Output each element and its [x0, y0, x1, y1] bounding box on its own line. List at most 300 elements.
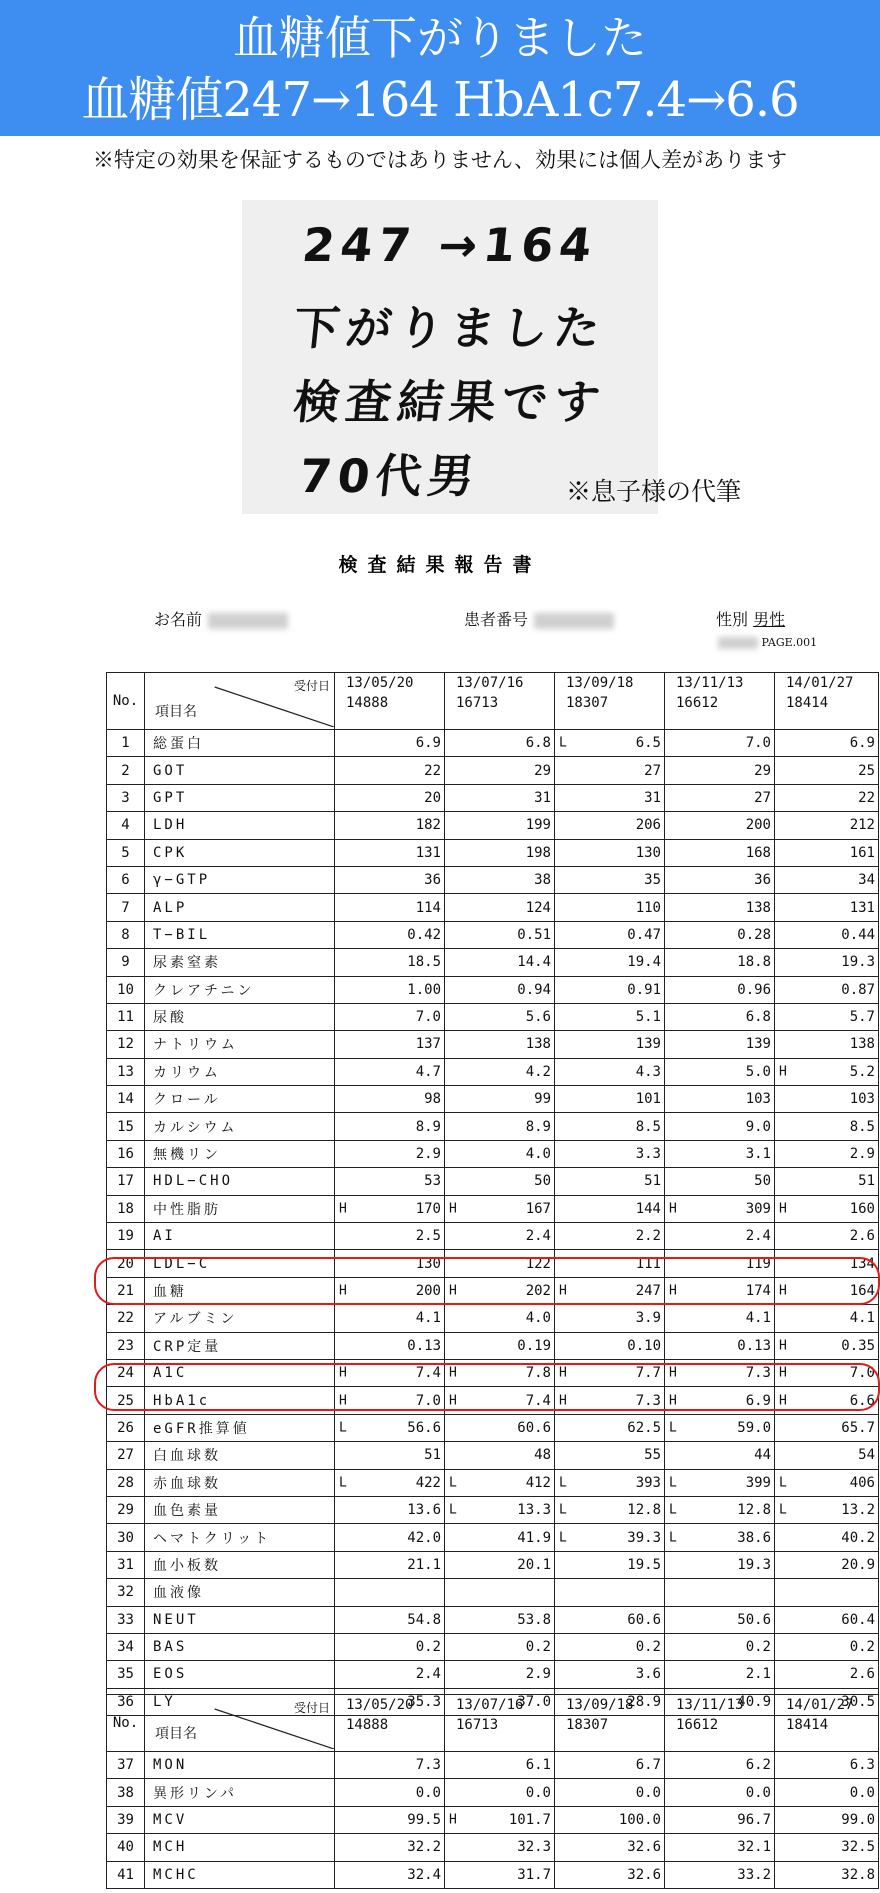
- table-row: [107, 1086, 879, 1113]
- result-flag: H: [779, 1283, 787, 1299]
- result-value: 5.7: [849, 1009, 875, 1026]
- result-value: 32.1: [737, 1839, 771, 1856]
- date: 13/05/20: [346, 675, 414, 691]
- result-cell: [335, 1551, 445, 1578]
- table-row: [107, 1113, 879, 1140]
- result-cell: [335, 1524, 445, 1551]
- result-cell: [665, 1113, 775, 1140]
- row-number: 37: [107, 1752, 145, 1779]
- result-flag: L: [339, 1420, 347, 1436]
- test-name: GOT: [145, 757, 335, 784]
- result-cell: [665, 1086, 775, 1113]
- result-cell: [335, 1140, 445, 1167]
- result-value: 2.6: [849, 1666, 875, 1683]
- result-value: 0.96: [737, 981, 771, 998]
- table-row: [107, 976, 879, 1003]
- result-value: 54: [858, 1447, 875, 1464]
- test-name: MCV: [145, 1806, 335, 1833]
- result-flag: H: [669, 1393, 677, 1409]
- result-value: 6.9: [849, 735, 875, 752]
- test-name: 赤血球数: [145, 1469, 335, 1496]
- lab-results-table-1: [106, 672, 879, 1716]
- result-value: 25: [858, 762, 875, 779]
- row-number: 9: [107, 949, 145, 976]
- result-cell: [445, 784, 555, 811]
- result-cell: [775, 949, 879, 976]
- result-cell: [555, 1113, 665, 1140]
- result-flag: H: [449, 1283, 457, 1299]
- result-cell: [775, 1551, 879, 1578]
- result-cell: [665, 1223, 775, 1250]
- result-value: 2.4: [415, 1666, 441, 1683]
- result-value: 14.4: [517, 954, 551, 971]
- proxy-note: ※息子様の代筆: [566, 477, 742, 506]
- result-cell: [555, 1414, 665, 1441]
- result-cell: [555, 1496, 665, 1523]
- result-value: 0.19: [517, 1337, 551, 1354]
- result-value: 32.6: [627, 1839, 661, 1856]
- result-value: 1.00: [407, 981, 441, 998]
- result-cell: [335, 949, 445, 976]
- result-value: 38.6: [737, 1529, 771, 1546]
- result-cell: [555, 1861, 665, 1888]
- test-name: MCH: [145, 1834, 335, 1861]
- result-value: 41.9: [517, 1529, 551, 1546]
- result-value: 2.1: [745, 1666, 771, 1683]
- test-name: ヘマトクリット: [145, 1524, 335, 1551]
- table-row: [107, 1524, 879, 1551]
- result-cell: [445, 1003, 555, 1030]
- result-value: 53.8: [517, 1611, 551, 1628]
- result-value: 200: [745, 817, 771, 834]
- result-flag: L: [339, 1475, 347, 1491]
- result-flag: H: [779, 1393, 787, 1409]
- table-row: [107, 894, 879, 921]
- result-value: 138: [849, 1036, 875, 1053]
- table-row: [107, 1779, 879, 1806]
- result-cell: [775, 1195, 879, 1222]
- test-name: 尿酸: [145, 1003, 335, 1030]
- result-cell: [775, 1579, 879, 1606]
- result-cell: [775, 1496, 879, 1523]
- result-cell: [555, 1661, 665, 1688]
- table-row: [107, 1305, 879, 1332]
- headline-banner: [0, 0, 880, 136]
- result-flag: H: [669, 1283, 677, 1299]
- result-cell: [555, 1633, 665, 1660]
- result-value: 131: [415, 844, 441, 861]
- result-flag: H: [449, 1201, 457, 1217]
- result-flag: L: [779, 1502, 787, 1518]
- table-row: [107, 1223, 879, 1250]
- result-cell: [335, 1752, 445, 1779]
- result-cell: [445, 1496, 555, 1523]
- table-row: [107, 1806, 879, 1833]
- result-cell: [555, 1752, 665, 1779]
- result-cell: [335, 976, 445, 1003]
- result-value: 60.6: [517, 1419, 551, 1436]
- result-cell: [445, 1332, 555, 1359]
- page-number: [712, 636, 817, 649]
- result-value: 4.0: [525, 1310, 551, 1327]
- date-header: [335, 673, 445, 730]
- row-number: 26: [107, 1414, 145, 1441]
- date-header: [775, 673, 879, 730]
- result-flag: H: [669, 1365, 677, 1381]
- result-cell: [665, 1834, 775, 1861]
- headline-line-1: 血糖値下がりました: [233, 11, 647, 65]
- result-value: 8.5: [849, 1118, 875, 1135]
- result-value: 32.6: [627, 1866, 661, 1883]
- table-row: [107, 1861, 879, 1888]
- result-cell: [555, 757, 665, 784]
- result-value: 59.0: [737, 1419, 771, 1436]
- test-name: 尿素窒素: [145, 949, 335, 976]
- test-name: GPT: [145, 784, 335, 811]
- receipt-id: 14888: [346, 1717, 389, 1733]
- result-value: 0.2: [525, 1639, 551, 1656]
- result-cell: [445, 866, 555, 893]
- result-value: 0.0: [525, 1784, 551, 1801]
- result-value: 7.0: [745, 735, 771, 752]
- result-cell: [665, 1633, 775, 1660]
- result-cell: [445, 894, 555, 921]
- result-value: 7.3: [745, 1365, 771, 1382]
- result-value: 32.5: [841, 1839, 875, 1856]
- result-cell: [335, 839, 445, 866]
- result-cell: [555, 812, 665, 839]
- result-value: 2.9: [415, 1146, 441, 1163]
- result-value: 29: [534, 762, 551, 779]
- result-cell: [445, 949, 555, 976]
- result-flag: H: [339, 1393, 347, 1409]
- result-value: 4.1: [745, 1310, 771, 1327]
- row-number: 33: [107, 1606, 145, 1633]
- result-flag: L: [559, 1502, 567, 1518]
- result-value: 0.94: [517, 981, 551, 998]
- receipt-id: 16612: [676, 1717, 719, 1733]
- table-row: [107, 1469, 879, 1496]
- row-number: 7: [107, 894, 145, 921]
- result-value: 131: [849, 899, 875, 916]
- test-name: A1C: [145, 1359, 335, 1386]
- result-value: 101.7: [508, 1811, 551, 1828]
- result-value: 200: [415, 1283, 441, 1299]
- date-header: [555, 673, 665, 730]
- result-cell: [555, 894, 665, 921]
- result-value: 110: [635, 899, 661, 916]
- result-value: 4.1: [849, 1310, 875, 1327]
- result-value: 6.8: [745, 1009, 771, 1026]
- table-row: [107, 921, 879, 948]
- result-value: 5.1: [635, 1009, 661, 1026]
- receipt-id: 16713: [456, 1717, 499, 1733]
- result-value: 0.91: [627, 981, 661, 998]
- row-number: 14: [107, 1086, 145, 1113]
- note-line: 70代男: [296, 449, 483, 503]
- test-name: カリウム: [145, 1058, 335, 1085]
- result-cell: [665, 784, 775, 811]
- result-cell: [555, 1195, 665, 1222]
- date-header: [665, 1695, 775, 1752]
- result-cell: [445, 1469, 555, 1496]
- result-cell: [775, 1414, 879, 1441]
- result-cell: [555, 949, 665, 976]
- result-value: 20.9: [841, 1556, 875, 1573]
- result-cell: [335, 1195, 445, 1222]
- result-cell: [665, 1058, 775, 1085]
- result-cell: [775, 1633, 879, 1660]
- result-flag: H: [779, 1338, 787, 1354]
- table-header-row: [107, 1695, 879, 1752]
- result-cell: [335, 921, 445, 948]
- result-cell: [665, 1551, 775, 1578]
- row-number: 10: [107, 976, 145, 1003]
- result-value: 54.8: [407, 1611, 441, 1628]
- result-cell: [445, 1140, 555, 1167]
- result-cell: [445, 1086, 555, 1113]
- test-name: 総蛋白: [145, 730, 335, 757]
- result-value: 2.6: [849, 1228, 875, 1245]
- date: 14/01/27: [786, 675, 854, 691]
- result-cell: [555, 784, 665, 811]
- sex-field: [716, 607, 785, 630]
- result-value: 0.44: [841, 926, 875, 943]
- result-cell: [775, 1305, 879, 1332]
- result-value: 98: [424, 1091, 441, 1108]
- result-value: 12.8: [627, 1502, 661, 1519]
- result-cell: [665, 1752, 775, 1779]
- result-cell: [775, 1806, 879, 1833]
- result-value: 7.0: [849, 1365, 875, 1382]
- result-flag: L: [669, 1530, 677, 1546]
- redacted-number: [534, 613, 614, 629]
- result-cell: [775, 866, 879, 893]
- result-value: 6.9: [415, 735, 441, 752]
- test-name: γ−GTP: [145, 866, 335, 893]
- result-cell: [555, 1223, 665, 1250]
- result-value: 7.8: [525, 1365, 551, 1382]
- test-name: HDL−CHO: [145, 1168, 335, 1195]
- test-name: LY: [145, 1688, 335, 1715]
- result-value: 31.7: [517, 1866, 551, 1883]
- result-value: 19.5: [627, 1556, 661, 1573]
- result-value: 0.35: [841, 1337, 875, 1354]
- test-name: ナトリウム: [145, 1031, 335, 1058]
- result-value: 101: [635, 1091, 661, 1108]
- headline-line-2: 血糖値247→164 HbA1c7.4→6.6: [81, 72, 799, 128]
- result-value: 50.6: [737, 1611, 771, 1628]
- received-label: 受付日: [293, 1701, 330, 1715]
- result-flag: L: [559, 1475, 567, 1491]
- result-value: 161: [849, 844, 875, 861]
- result-value: 5.0: [745, 1063, 771, 1080]
- test-name: 無機リン: [145, 1140, 335, 1167]
- result-cell: [775, 1113, 879, 1140]
- page-label: PAGE.001: [761, 636, 818, 649]
- result-value: 137: [415, 1036, 441, 1053]
- result-value: 103: [745, 1091, 771, 1108]
- result-flag: L: [559, 1530, 567, 1546]
- table-header-row: [107, 673, 879, 730]
- test-name: クレアチニン: [145, 976, 335, 1003]
- result-cell: [555, 1806, 665, 1833]
- result-flag: H: [559, 1393, 567, 1409]
- result-cell: [775, 1086, 879, 1113]
- result-value: 30.5: [841, 1693, 875, 1710]
- row-number: 22: [107, 1305, 145, 1332]
- result-cell: [555, 1003, 665, 1030]
- result-value: 111: [635, 1255, 661, 1272]
- result-cell: [775, 1779, 879, 1806]
- result-cell: [775, 1031, 879, 1058]
- result-value: 31: [534, 789, 551, 806]
- result-value: 8.9: [525, 1118, 551, 1135]
- result-value: 28.9: [627, 1693, 661, 1710]
- result-cell: [665, 1195, 775, 1222]
- result-cell: [335, 1442, 445, 1469]
- result-value: 130: [415, 1255, 441, 1272]
- row-number: 16: [107, 1140, 145, 1167]
- result-cell: [775, 839, 879, 866]
- result-cell: [335, 784, 445, 811]
- table-row: [107, 1661, 879, 1688]
- result-value: 122: [525, 1255, 551, 1272]
- result-value: 0.2: [849, 1639, 875, 1656]
- result-value: 51: [858, 1173, 875, 1190]
- result-value: 0.28: [737, 926, 771, 943]
- result-cell: [555, 976, 665, 1003]
- result-value: 7.4: [525, 1392, 551, 1409]
- result-value: 99.0: [841, 1811, 875, 1828]
- row-number: 29: [107, 1496, 145, 1523]
- result-cell: [665, 1414, 775, 1441]
- test-name: T−BIL: [145, 921, 335, 948]
- table-row: [107, 839, 879, 866]
- table-row: [107, 1168, 879, 1195]
- result-cell: [445, 1606, 555, 1633]
- date: 14/01/27: [786, 1697, 854, 1713]
- result-cell: [665, 866, 775, 893]
- result-cell: [555, 730, 665, 757]
- result-cell: [665, 1606, 775, 1633]
- result-value: 35: [644, 872, 661, 889]
- result-cell: [775, 1834, 879, 1861]
- result-cell: [335, 1779, 445, 1806]
- result-value: 9.0: [745, 1118, 771, 1135]
- result-value: 40.9: [737, 1693, 771, 1710]
- result-cell: [665, 976, 775, 1003]
- result-value: 13.6: [407, 1502, 441, 1519]
- table-row: [107, 1058, 879, 1085]
- result-value: 50: [534, 1173, 551, 1190]
- received-label: 受付日: [293, 679, 330, 693]
- result-cell: [335, 1806, 445, 1833]
- result-cell: [555, 1779, 665, 1806]
- result-cell: [445, 812, 555, 839]
- result-cell: [775, 812, 879, 839]
- result-cell: [335, 1113, 445, 1140]
- row-number: 12: [107, 1031, 145, 1058]
- result-value: 34: [858, 872, 875, 889]
- result-cell: [555, 1834, 665, 1861]
- receipt-id: 16612: [676, 695, 719, 711]
- result-value: 55: [644, 1447, 661, 1464]
- result-flag: H: [449, 1393, 457, 1409]
- result-value: 103: [849, 1091, 875, 1108]
- result-cell: [665, 1332, 775, 1359]
- patient-no-label: 患者番号: [464, 610, 529, 629]
- date: 13/11/13: [676, 675, 744, 691]
- test-name: クロール: [145, 1086, 335, 1113]
- item-header: [145, 673, 335, 730]
- test-name: BAS: [145, 1633, 335, 1660]
- row-number: 11: [107, 1003, 145, 1030]
- table-row: [107, 1551, 879, 1578]
- result-cell: [775, 1140, 879, 1167]
- note-line: 検査結果です: [290, 375, 609, 429]
- row-number: 15: [107, 1113, 145, 1140]
- row-number: 39: [107, 1806, 145, 1833]
- result-value: 51: [644, 1173, 661, 1190]
- result-value: 4.0: [525, 1146, 551, 1163]
- result-value: 22: [858, 789, 875, 806]
- result-value: 399: [745, 1474, 771, 1491]
- result-cell: [335, 1579, 445, 1606]
- result-cell: [775, 921, 879, 948]
- result-cell: [665, 1806, 775, 1833]
- row-number: 38: [107, 1779, 145, 1806]
- result-value: 22: [424, 762, 441, 779]
- date: 13/07/16: [456, 675, 524, 691]
- result-value: 37.0: [517, 1693, 551, 1710]
- result-cell: [335, 730, 445, 757]
- test-name: 中性脂肪: [145, 1195, 335, 1222]
- result-value: 56.6: [407, 1419, 441, 1436]
- result-value: 48: [534, 1447, 551, 1464]
- result-cell: [775, 894, 879, 921]
- result-value: 247: [635, 1283, 661, 1299]
- result-value: 27: [644, 762, 661, 779]
- result-value: 167: [525, 1200, 551, 1217]
- test-name: EOS: [145, 1661, 335, 1688]
- row-number: 13: [107, 1058, 145, 1085]
- result-cell: [555, 1305, 665, 1332]
- result-value: 31: [644, 789, 661, 806]
- row-number: 18: [107, 1195, 145, 1222]
- result-cell: [445, 1834, 555, 1861]
- result-value: 168: [745, 844, 771, 861]
- result-cell: [445, 1752, 555, 1779]
- result-cell: [775, 976, 879, 1003]
- result-cell: [335, 1058, 445, 1085]
- result-cell: [555, 1524, 665, 1551]
- table-row: [107, 784, 879, 811]
- result-value: 3.3: [635, 1146, 661, 1163]
- row-number: 5: [107, 839, 145, 866]
- redacted-name: [208, 613, 288, 629]
- result-cell: [775, 1058, 879, 1085]
- result-cell: [445, 1195, 555, 1222]
- row-number: 8: [107, 921, 145, 948]
- result-value: 212: [849, 817, 875, 834]
- result-cell: [335, 866, 445, 893]
- table-row: [107, 1633, 879, 1660]
- date-header: [445, 1695, 555, 1752]
- table-row: [107, 812, 879, 839]
- result-flag: H: [449, 1365, 457, 1381]
- receipt-id: 18414: [786, 695, 829, 711]
